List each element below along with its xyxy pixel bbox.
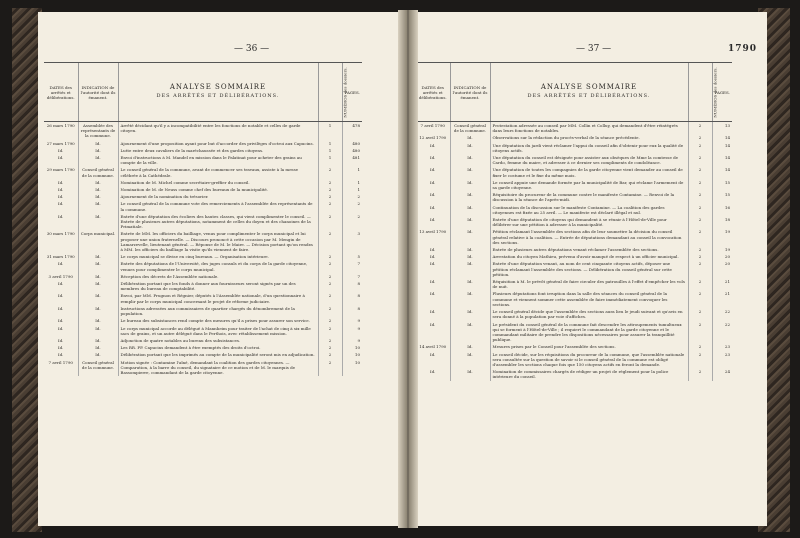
row-authority: Id.	[450, 179, 490, 191]
table-row	[44, 260, 362, 272]
row-page: 23	[712, 343, 732, 350]
table-row	[416, 253, 732, 260]
col-dates: DATES des arrêtés et délibérations.	[416, 63, 450, 122]
row-dossier-number: 2	[688, 321, 712, 344]
row-authority: Id.	[78, 186, 118, 193]
table-row	[44, 122, 362, 140]
row-authority: Assemblée des représentants de la commune.	[78, 122, 118, 140]
row-dossier-number: 2	[318, 166, 342, 178]
row-summary: Envoi d'instructions à M. Mandel en mission dans le Palatinat pour acheter des grains au compte de la ville.	[118, 154, 318, 166]
row-authority: Id.	[450, 343, 490, 350]
table-row	[44, 140, 362, 147]
row-date: Id.	[58, 337, 64, 343]
row-date: 30 mars 1790	[46, 231, 75, 237]
row-authority: Corps municipal.	[78, 230, 118, 253]
table-row	[44, 186, 362, 193]
row-date: Id.	[430, 179, 436, 185]
row-page: 9	[342, 337, 362, 344]
row-summary: Entrée de plusieurs autres députations venant réclamer l'assemblée des sections.	[490, 246, 688, 253]
row-page: 19	[712, 228, 732, 246]
row-dossier-number: 2	[688, 122, 712, 135]
row-authority: Id.	[450, 278, 490, 290]
right-register-table	[416, 62, 732, 381]
row-summary: Le conseil général de la commune, avant de commencer ses travaux, assiste à la messe célébrée à la Cathédrale.	[118, 166, 318, 178]
row-dossier-number: 2	[318, 292, 342, 304]
row-dossier-number: 2	[688, 216, 712, 228]
table-row	[44, 317, 362, 324]
table-row	[416, 351, 732, 369]
row-page: 14	[712, 154, 732, 166]
row-dossier-number: 2	[318, 213, 342, 231]
row-date: 27 mars 1790	[46, 140, 75, 146]
row-summary: Arrêté décidant qu'il y a incompatibilité entre les fonctions de notable et celles de garde citoyen.	[118, 122, 318, 140]
row-authority: Id.	[78, 140, 118, 147]
row-authority: Id.	[450, 321, 490, 344]
row-page: 7	[342, 260, 362, 272]
right-page	[410, 12, 767, 526]
row-date: Id.	[58, 155, 64, 161]
table-row	[44, 253, 362, 260]
row-dossier-number: 2	[318, 317, 342, 324]
row-date: Id.	[58, 325, 64, 331]
left-page	[38, 12, 406, 526]
row-page: 22	[712, 321, 732, 344]
row-page: 19	[712, 246, 732, 253]
row-date: Id.	[58, 293, 64, 299]
row-page: 20	[712, 253, 732, 260]
row-page: 21	[712, 278, 732, 290]
table-row	[44, 213, 362, 231]
right-page-number: — 37 —	[576, 44, 612, 54]
row-summary: Entrée de MM. les officiers du bailliage, venus pour complimenter le corps municipal et lui proposer une union fraternelle. — Discours prononcé à cette occasion par M. Mengin de Lamarzevelle, lieutenant général. — Réponse de M. le Maire. — Décision portant qu'on rendra à MM. les officiers du bailliage la visite qu'ils viennent de faire.	[118, 230, 318, 253]
row-authority: Id.	[78, 273, 118, 280]
row-date: Id.	[58, 318, 64, 324]
row-page: 8	[342, 280, 362, 292]
table-row	[44, 325, 362, 337]
table-row	[44, 230, 362, 253]
table-row	[44, 179, 362, 186]
table-row	[44, 344, 362, 351]
row-dossier-number: 2	[318, 280, 342, 292]
row-authority: Conseil général de la commune.	[78, 359, 118, 377]
row-summary: Délibération portant que les imprimés au compte de la municipalité seront mis en adjudication.	[118, 351, 318, 358]
row-dossier-number: 1	[318, 140, 342, 147]
table-row	[44, 200, 362, 212]
table-row	[44, 147, 362, 154]
row-summary: Réquisition à M. le prévôt général de faire circuler des patrouilles à l'effet d'empêcher les vols de nuit.	[490, 278, 688, 290]
row-authority: Id.	[78, 179, 118, 186]
row-authority: Id.	[450, 191, 490, 203]
row-dossier-number: 2	[318, 351, 342, 358]
row-authority: Id.	[78, 292, 118, 304]
row-summary: Le conseil général de la commune vote des remerciements à l'assemblée des représentants de la commune.	[118, 200, 318, 212]
row-dossier-number: 2	[318, 359, 342, 377]
row-summary: Entrée d'une députation des écoliers des hautes classes, qui vient complimenter le conseil. — Entrée de plusieurs autres députations, notamment de celles du doyen et des chanoines de la Primatiale.	[118, 213, 318, 231]
row-date: Id.	[430, 291, 436, 297]
row-page: 22	[712, 308, 732, 320]
row-summary: Entrée des députations de l'Université, des juges consuls et du corps de la garde citoyenne, venues pour complimenter le corps municipal.	[118, 260, 318, 272]
row-page: 24	[712, 368, 732, 380]
row-date: Id.	[58, 194, 64, 200]
row-dossier-number: 2	[318, 344, 342, 351]
row-date: Id.	[58, 147, 64, 153]
row-summary: Nomination de M. de Neuss comme chef des bureaux de la municipalité.	[118, 186, 318, 193]
row-summary: Les RR. PP. Capucins demandent à être exemptés des droits d'octroi.	[118, 344, 318, 351]
row-page: 1	[342, 166, 362, 178]
row-summary: Instructions adressées aux commissaires de quartier chargés du dénombrement de la population.	[118, 305, 318, 317]
row-summary: Ajournement de la nomination du trésorier.	[118, 193, 318, 200]
row-summary: Une députation du jardi vient réclamer l'appui du conseil afin d'obtenir pour eux la qualité de citoyens actifs.	[490, 142, 688, 154]
row-date: Id.	[58, 201, 64, 207]
col-numeros: NUMÉROS des dossiers.	[318, 63, 342, 122]
row-authority: Id.	[78, 305, 118, 317]
row-date: Id.	[58, 261, 64, 267]
row-dossier-number: 2	[688, 166, 712, 178]
row-authority: Id.	[78, 325, 118, 337]
row-summary: Nomination de M. Michel comme secrétaire-greffier du conseil.	[118, 179, 318, 186]
row-page: 14	[712, 142, 732, 154]
row-summary: Mesures prises par le Conseil pour l'assemblée des sections.	[490, 343, 688, 350]
table-row	[44, 359, 362, 377]
table-row	[44, 166, 362, 178]
row-page: 15	[712, 179, 732, 191]
table-row	[416, 368, 732, 380]
row-date: Id.	[430, 142, 436, 148]
row-authority: Id.	[450, 308, 490, 320]
row-authority: Id.	[450, 166, 490, 178]
row-dossier-number: 2	[318, 200, 342, 212]
row-page: 2	[342, 193, 362, 200]
row-page: 2	[342, 213, 362, 231]
row-dossier-number: 2	[688, 260, 712, 278]
row-date: Id.	[430, 321, 436, 327]
row-page: 15	[712, 191, 732, 203]
row-summary: Une députation de toutes les compagnies de la garde citoyenne vient demander au conseil de fixer le costume et le fixe du même mois.	[490, 166, 688, 178]
row-date: 14 avril 1790	[419, 344, 447, 350]
left-register-table	[44, 62, 362, 376]
row-authority: Id.	[78, 260, 118, 272]
row-summary: Nomination de commissaires chargés de rédiger un projet de règlement pour la police intérieure du conseil.	[490, 368, 688, 380]
right-page-year: 1790	[728, 44, 758, 54]
row-summary: Le bureau des subsistances rend compte des mesures qu'il a prises pour assurer son service.	[118, 317, 318, 324]
row-page: 5	[342, 253, 362, 260]
row-page: 480	[342, 147, 362, 154]
row-date: Id.	[58, 187, 64, 193]
row-dossier-number: 2	[688, 308, 712, 320]
table-row	[416, 321, 732, 344]
row-authority: Conseil général de la commune.	[450, 122, 490, 135]
row-date: Id.	[58, 281, 64, 287]
row-summary: Réquisitoire du procureur de la commune contre le manifeste Contamine. — Renvoi de la discussion à la séance de l'après-midi.	[490, 191, 688, 203]
row-date: Id.	[430, 254, 436, 260]
row-date: Id.	[430, 217, 436, 223]
row-authority: Id.	[78, 351, 118, 358]
table-row	[44, 273, 362, 280]
row-authority: Id.	[450, 134, 490, 141]
table-row	[416, 216, 732, 228]
row-page: 10	[342, 344, 362, 351]
row-summary: Une députation du conseil est désignée pour assister aux obsèques de Mme la comtesse de Cardo, femme du maire, et adresser à ce dernier ses compliments de condoléance.	[490, 154, 688, 166]
col-indication: INDICATION de l'autorité dont ils émanent.	[78, 63, 118, 122]
row-authority: Id.	[78, 193, 118, 200]
row-dossier-number: 2	[318, 186, 342, 193]
row-page: 23	[712, 351, 732, 369]
table-row	[416, 228, 732, 246]
table-row	[416, 343, 732, 350]
row-dossier-number: 2	[688, 351, 712, 369]
row-dossier-number: 2	[688, 278, 712, 290]
row-date: 7 avril 1790	[420, 123, 445, 128]
row-date: 26 mars 1790	[46, 123, 75, 128]
row-dossier-number: 2	[318, 273, 342, 280]
row-date: 13 avril 1790	[419, 229, 447, 235]
row-date: Id.	[430, 192, 436, 198]
row-dossier-number: 2	[688, 191, 712, 203]
row-date: Id.	[58, 345, 64, 351]
row-summary: Délibération portant que les fonds à donner aux fournisseurs seront signés par un des membres du bureau de comptabilité.	[118, 280, 318, 292]
row-dossier-number: 2	[318, 230, 342, 253]
row-dossier-number: 2	[318, 337, 342, 344]
row-page: 14	[712, 134, 732, 141]
row-dossier-number: 2	[318, 260, 342, 272]
row-page: 1	[342, 186, 362, 193]
row-date: Id.	[58, 213, 64, 219]
row-date: Id.	[430, 369, 436, 375]
row-page: 16	[712, 204, 732, 216]
left-page-number: — 36 —	[234, 44, 270, 54]
row-authority: Id.	[450, 228, 490, 246]
row-authority: Id.	[78, 337, 118, 344]
col-pages: PAGES.	[342, 63, 362, 122]
row-summary: Entrée d'une députation de citoyens qui demandent à se réunir à l'Hôtel-de-Ville pour délibérer sur une pétition à adresser à la municipalité.	[490, 216, 688, 228]
row-summary: Observations sur la rédaction du procès-verbal de la séance précédente.	[490, 134, 688, 141]
row-page: 3	[342, 230, 362, 253]
row-date: 3 avril 1790	[48, 273, 73, 279]
row-date: Id.	[58, 179, 64, 185]
row-dossier-number: 2	[688, 246, 712, 253]
row-date: Id.	[58, 352, 64, 358]
row-date: 7 avril 1790	[48, 359, 73, 365]
col-indication: INDICATION de l'autorité dont ils émanent.	[450, 63, 490, 122]
row-authority: Id.	[450, 142, 490, 154]
row-date: Id.	[430, 261, 436, 267]
row-authority: Id.	[450, 260, 490, 278]
row-date: Id.	[430, 351, 436, 357]
row-page: 478	[342, 122, 362, 140]
row-date: Id.	[430, 167, 436, 173]
table-row	[44, 337, 362, 344]
row-dossier-number: 1	[318, 154, 342, 166]
row-page: 8	[342, 305, 362, 317]
row-dossier-number: 2	[688, 154, 712, 166]
row-authority: Id.	[78, 317, 118, 324]
row-date: Id.	[430, 204, 436, 210]
row-date: 12 avril 1790	[419, 135, 447, 141]
row-dossier-number: 2	[688, 228, 712, 246]
row-dossier-number: 2	[318, 253, 342, 260]
table-row	[416, 308, 732, 320]
row-date: Id.	[430, 247, 436, 253]
row-page: 1	[342, 179, 362, 186]
table-row	[44, 292, 362, 304]
col-pages: PAGES.	[712, 63, 732, 122]
table-row	[44, 154, 362, 166]
row-summary: Le conseil appuie une demande formée par la municipalité de Bar, qui réclame l'armement de sa garde citoyenne.	[490, 179, 688, 191]
row-authority: Id.	[450, 204, 490, 216]
row-authority: Id.	[78, 213, 118, 231]
row-dossier-number: 2	[318, 179, 342, 186]
row-dossier-number: 2	[318, 193, 342, 200]
row-authority: Id.	[450, 246, 490, 253]
row-page: 9	[342, 325, 362, 337]
table-row	[416, 246, 732, 253]
row-authority: Id.	[450, 253, 490, 260]
table-row	[416, 191, 732, 203]
row-authority: Id.	[450, 290, 490, 308]
row-dossier-number: 2	[688, 290, 712, 308]
row-dossier-number: 2	[318, 305, 342, 317]
right-header-row	[416, 63, 732, 122]
row-summary: Envoi, par MM. Prugnon et Régnier, députés à l'Assemblée nationale, d'un questionnaire à remplir par le corps municipal concernant le projet de réforme judiciaire.	[118, 292, 318, 304]
row-summary: Arrestation du citoyen Mathieu, prévenu d'avoir manqué de respect à un officier municipal.	[490, 253, 688, 260]
row-summary: Le conseil décide, sur les réquisitions du procureur de la commune, que l'assemblée nationale sera consultée sur la question de savoir si le conseil général de la commune est obligé d'assembler les sections chaque fois que 150 citoyens actifs en feront la demande.	[490, 351, 688, 369]
row-page: 14	[712, 166, 732, 178]
row-dossier-number: 2	[688, 134, 712, 141]
row-page: 481	[342, 154, 362, 166]
row-page: 480	[342, 140, 362, 147]
row-dossier-number: 2	[688, 142, 712, 154]
row-authority: Id.	[78, 147, 118, 154]
row-date: 31 mars 1790	[46, 254, 75, 260]
row-page: 10	[342, 359, 362, 377]
row-page: 10	[342, 351, 362, 358]
row-dossier-number: 2	[688, 179, 712, 191]
row-dossier-number: 2	[688, 343, 712, 350]
table-row	[416, 179, 732, 191]
table-row	[416, 204, 732, 216]
row-summary: Réception des décrets de l'Assemblée nationale.	[118, 273, 318, 280]
table-row	[44, 280, 362, 292]
row-page: 2	[342, 200, 362, 212]
table-row	[416, 166, 732, 178]
row-authority: Id.	[78, 344, 118, 351]
row-summary: Lutte entre deux cavaliers de la maréchaussée et des gardes citoyens.	[118, 147, 318, 154]
row-summary: Adjonction de quatre notables au bureau des subsistances.	[118, 337, 318, 344]
col-analyse: ANALYSE SOMMAIRE DES ARRÊTÉS ET DÉLIBÉRATIONS.	[118, 63, 318, 122]
table-row	[44, 305, 362, 317]
row-summary: Le conseil général décide que l'assemblée des sections aura lieu le jeudi suivant et qu'avis en sera donné à la population par voie d'affiches.	[490, 308, 688, 320]
row-authority: Id.	[78, 253, 118, 260]
row-authority: Id.	[450, 216, 490, 228]
row-summary: Le corps municipal se divise en cinq bureaux. — Organisation intérieure.	[118, 253, 318, 260]
row-authority: Id.	[78, 280, 118, 292]
row-authority: Id.	[78, 200, 118, 212]
table-row	[416, 278, 732, 290]
row-authority: Id.	[450, 351, 490, 369]
row-date: Id.	[430, 309, 436, 315]
row-summary: Le corps municipal accorde au délégué à Mannheim pour traiter de l'achat de cinq à six mille sacs de grains, et un autre délégué dans le Perthois, avec rétablissement mission.	[118, 325, 318, 337]
row-date: Id.	[430, 155, 436, 161]
row-authority: Id.	[78, 154, 118, 166]
col-dates: DATES des arrêtés et délibérations.	[44, 63, 78, 122]
table-row	[44, 193, 362, 200]
left-header-row	[44, 63, 362, 122]
row-page: 21	[712, 290, 732, 308]
row-summary: Protestation adressée au conseil par MM. Collin et Colluy, qui demandent d'être réintégrés dans leurs fonctions de notables.	[490, 122, 688, 135]
row-page: 8	[342, 292, 362, 304]
row-dossier-number: 2	[688, 368, 712, 380]
row-authority: Id.	[450, 154, 490, 166]
table-row	[416, 154, 732, 166]
row-date: Id.	[430, 279, 436, 285]
row-dossier-number: 2	[688, 204, 712, 216]
row-date: 29 mars 1790	[46, 167, 75, 173]
col-analyse: ANALYSE SOMMAIRE DES ARRÊTÉS ET DÉLIBÉRATIONS.	[490, 63, 688, 122]
row-summary: Continuation de la discussion sur le manifeste Contamine. — La coalition des gardes citoyennes est fixée au 25 avril. — Le manifeste est déclaré illégal et nul.	[490, 204, 688, 216]
table-row	[416, 134, 732, 141]
table-row	[416, 290, 732, 308]
row-summary: Pétition réclamant l'assemblée des sections afin de leur soumettre la décision du conseil général relative à la coalition. — Entrée de députations demandant au conseil la convocation des sections.	[490, 228, 688, 246]
table-row	[416, 142, 732, 154]
row-page: 20	[712, 260, 732, 278]
row-dossier-number: 1	[318, 122, 342, 140]
row-summary: Le président du conseil général de la commune fait descendre les attroupements tumultueux qui se forment à l'Hôtel-de-Ville ; il requiert le commandant de la garde citoyenne et le commandant militaire de prendre les dispositions nécessaires pour assurer la tranquillité publique.	[490, 321, 688, 344]
row-page: 13	[712, 122, 732, 135]
table-row	[416, 260, 732, 278]
row-page: 7	[342, 273, 362, 280]
row-dossier-number: 1	[318, 147, 342, 154]
book-gutter	[398, 10, 418, 528]
row-dossier-number: 2	[688, 253, 712, 260]
row-dossier-number: 2	[318, 325, 342, 337]
row-page: 9	[342, 317, 362, 324]
table-row	[44, 351, 362, 358]
row-authority: Conseil général de la commune.	[78, 166, 118, 178]
col-numeros: NUMÉROS des dossiers.	[688, 63, 712, 122]
row-authority: Id.	[450, 368, 490, 380]
row-summary: Ajournement d'une proposition ayant pour but d'accorder des privilèges d'octroi aux Capucins.	[118, 140, 318, 147]
row-date: Id.	[58, 305, 64, 311]
table-row	[416, 122, 732, 135]
row-summary: Plusieurs députations font irruption dans la salle des séances du conseil général de la commune et viennent sommer cette assemblée de faire immédiatement convoquer les sections.	[490, 290, 688, 308]
row-summary: Motion signée : Contamine l'aîné, demandant la coalition des gardes citoyennes. — Comparution, à la barre du conseil, du signataire de ce motion et de M. le marquis de Bassompierre, commandant de la garde citoyenne.	[118, 359, 318, 377]
row-summary: Entrée d'une députation venant, au nom de cent cinquante citoyens actifs, déposer une pétition réclamant l'assemblée des sections. — Délibération du conseil général sur cette pétition.	[490, 260, 688, 278]
row-page: 18	[712, 216, 732, 228]
